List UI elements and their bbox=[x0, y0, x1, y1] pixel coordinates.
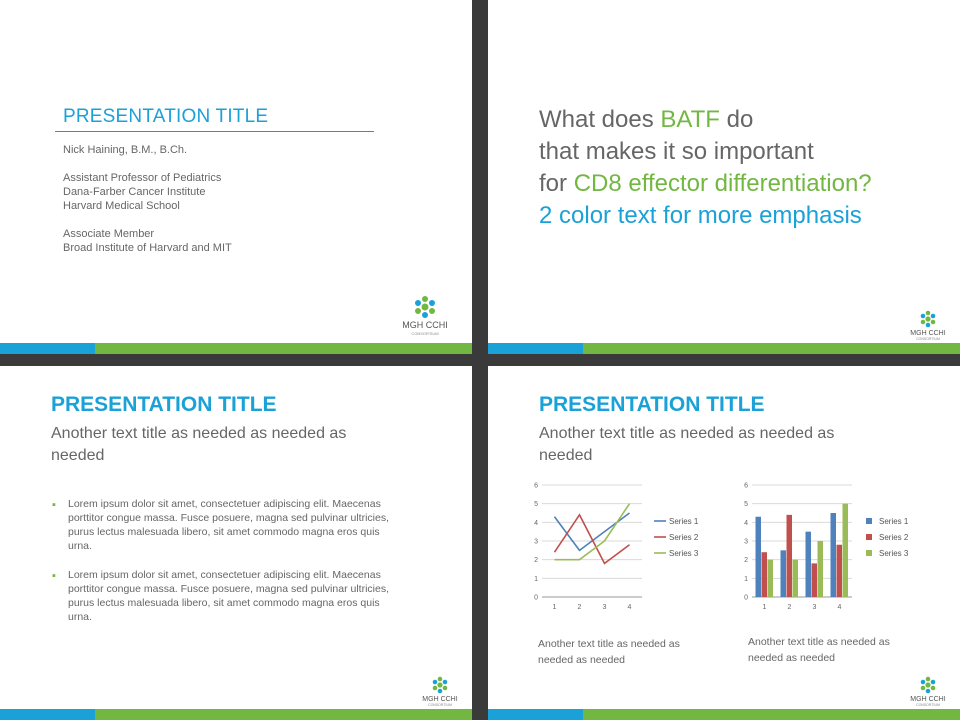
bar bbox=[781, 550, 787, 597]
affiliation-line: Harvard Medical School bbox=[63, 200, 180, 212]
footer-color-bar bbox=[0, 343, 472, 354]
y-tick-label: 1 bbox=[534, 575, 538, 583]
slide-subtitle: needed bbox=[539, 447, 593, 464]
x-tick-label: 1 bbox=[762, 604, 767, 611]
logo-subtext: CONSORTIUM bbox=[428, 703, 452, 707]
y-tick-label: 2 bbox=[744, 557, 748, 565]
logo-subtext: CONSORTIUM bbox=[916, 703, 940, 707]
slide-subtitle: needed bbox=[51, 447, 105, 464]
logo-text: MGH CCHI bbox=[910, 696, 946, 703]
y-tick-label: 1 bbox=[744, 575, 748, 583]
x-tick-label: 4 bbox=[837, 604, 842, 611]
chart-caption-left: Another text title as needed as needed as needed bbox=[538, 638, 680, 666]
slide-2[interactable] bbox=[488, 0, 960, 354]
affiliation-line: Broad Institute of Harvard and MIT bbox=[63, 242, 232, 254]
slide-subtitle: Another text title as needed as needed as bbox=[51, 425, 347, 442]
mgh-cchi-logo bbox=[906, 674, 950, 708]
bar bbox=[787, 515, 793, 597]
affiliation-line: Associate Member bbox=[63, 228, 155, 240]
bar-chart bbox=[742, 479, 932, 614]
bullet-marker: ▪ bbox=[52, 570, 56, 582]
y-tick-label: 2 bbox=[534, 557, 538, 565]
series-line bbox=[555, 513, 630, 550]
slide-3[interactable]: PRESENTATION TITLE Another text title as needed as needed as needed ▪ Lorem ipsum dolor sit amet, consectetuer adipiscing elit. Maecenas porttitor congue massa. Fusce posuere, magna sed pulvinar ultricies, purus lectus malesuada libero, sit amet commodo magna eros quis urna. ▪ Lorem ipsum dolor sit amet, consectetuer adipiscing elit. Maecenas porttitor congue massa. Fusce posuere, magna sed pulvinar ultricies, purus lectus malesuada libero, sit amet commodo magna eros quis urna. MGH CCHI CONSORTIUM bbox=[0, 366, 472, 720]
highlight-cd8: CD8 effector differentiation? bbox=[573, 170, 872, 197]
x-tick-label: 4 bbox=[627, 604, 632, 611]
bar bbox=[843, 504, 849, 597]
y-tick-label: 4 bbox=[534, 519, 538, 527]
bar bbox=[812, 563, 818, 597]
question-line-1: What does BATF do bbox=[539, 106, 754, 133]
chart-caption-right: Another text title as needed as needed as needed bbox=[748, 636, 890, 664]
y-tick-label: 0 bbox=[534, 594, 538, 602]
x-tick-label: 2 bbox=[577, 604, 582, 611]
legend-label: Series 1 bbox=[669, 517, 699, 526]
bar bbox=[818, 541, 824, 597]
y-tick-label: 4 bbox=[744, 519, 748, 527]
legend-swatch bbox=[866, 518, 872, 524]
bullet-marker: ▪ bbox=[52, 499, 56, 511]
bar bbox=[756, 517, 762, 597]
y-tick-label: 3 bbox=[534, 538, 538, 546]
y-tick-label: 5 bbox=[534, 501, 538, 509]
line-chart bbox=[532, 479, 722, 614]
slide-1[interactable] bbox=[0, 0, 472, 354]
mgh-cchi-logo bbox=[398, 292, 452, 338]
presenter-name: Nick Haining, B.M., B.Ch. bbox=[63, 144, 188, 156]
affiliation-line: Assistant Professor of Pediatrics bbox=[63, 172, 222, 184]
x-tick-label: 3 bbox=[812, 604, 817, 611]
slide-4[interactable] bbox=[488, 366, 960, 720]
affiliation-line: Dana-Farber Cancer Institute bbox=[63, 186, 206, 198]
legend-label: Series 1 bbox=[879, 517, 909, 526]
x-tick-label: 1 bbox=[552, 604, 557, 611]
legend-swatch bbox=[866, 550, 872, 556]
logo-subtext: CONSORTIUM bbox=[411, 331, 439, 336]
bar bbox=[793, 560, 799, 597]
logo-text: MGH CCHI bbox=[402, 320, 448, 330]
footer-color-bar bbox=[488, 709, 960, 720]
y-tick-label: 0 bbox=[744, 594, 748, 602]
footer-color-bar bbox=[488, 343, 960, 354]
bar bbox=[768, 560, 774, 597]
question-line-3: for CD8 effector differentiation? bbox=[539, 170, 872, 197]
bar bbox=[837, 545, 843, 597]
bar bbox=[762, 552, 768, 597]
legend-label: Series 3 bbox=[669, 549, 699, 558]
slide-title: PRESENTATION TITLE bbox=[539, 393, 765, 416]
title-underline bbox=[55, 131, 374, 132]
slide-subtitle: Another text title as needed as needed as bbox=[539, 425, 835, 442]
bar bbox=[806, 532, 812, 597]
x-tick-label: 2 bbox=[787, 604, 792, 611]
legend-label: Series 3 bbox=[879, 549, 909, 558]
emphasis-line: 2 color text for more emphasis bbox=[539, 202, 862, 229]
footer-color-bar bbox=[0, 709, 472, 720]
mgh-cchi-logo bbox=[418, 674, 462, 708]
legend-label: Series 2 bbox=[879, 533, 909, 542]
bar bbox=[831, 513, 837, 597]
y-tick-label: 6 bbox=[744, 482, 748, 490]
mgh-cchi-logo bbox=[906, 308, 950, 342]
y-tick-label: 3 bbox=[744, 538, 748, 546]
x-tick-label: 3 bbox=[602, 604, 607, 611]
y-tick-label: 5 bbox=[744, 501, 748, 509]
slide-title: PRESENTATION TITLE bbox=[51, 393, 277, 416]
logo-text: MGH CCHI bbox=[422, 696, 458, 703]
slide-title: PRESENTATION TITLE bbox=[63, 106, 269, 127]
legend-swatch bbox=[866, 534, 872, 540]
legend-label: Series 2 bbox=[669, 533, 699, 542]
question-line-2: that makes it so important bbox=[539, 138, 814, 165]
logo-subtext: CONSORTIUM bbox=[916, 337, 940, 341]
logo-text: MGH CCHI bbox=[910, 330, 946, 337]
y-tick-label: 6 bbox=[534, 482, 538, 490]
highlight-batf: BATF bbox=[660, 106, 720, 133]
